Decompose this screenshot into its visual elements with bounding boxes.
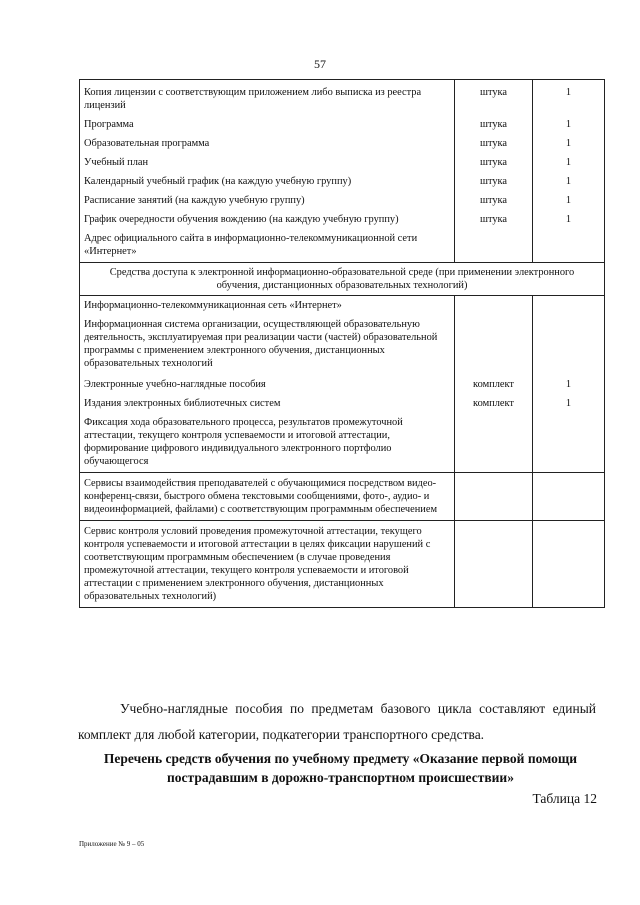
item-quantity: 1 [533, 172, 605, 191]
page-number: 57 [314, 57, 326, 71]
item-quantity: 1 [533, 373, 605, 394]
table-row [80, 521, 605, 608]
item-unit [455, 229, 533, 263]
item-quantity: 1 [533, 115, 605, 134]
section-heading: Перечень средств обучения по учебному предмету «Оказание первой помощи пострадавшим в дорожно-транспортном происшествии» [103, 751, 578, 785]
item-name: Сервис контроля условий проведения промежуточной аттестации, текущего контроля успеваемости и итоговой аттестации в целях фиксации нарушений с соответствующим программным обеспечением (в случае проведения промежуточной аттестации, текущего контроля успеваемости и итоговой аттестации с применением электронного обучения, дистанционных образовательных технологий) [80, 521, 455, 608]
body-paragraph: Учебно-наглядные пособия по предметам базового цикла составляют единый комплект для любой категории, подкатегории транспортного средства. [78, 701, 596, 742]
item-quantity [533, 296, 605, 316]
item-unit [455, 521, 533, 608]
item-quantity: 1 [533, 394, 605, 413]
item-quantity [533, 413, 605, 473]
item-name: График очередности обучения вождению (на каждую учебную группу) [80, 210, 455, 229]
table-row [80, 153, 605, 172]
item-name: Календарный учебный график (на каждую учебную группу) [80, 172, 455, 191]
item-name: Программа [80, 115, 455, 134]
table-row [80, 315, 605, 373]
table-row [80, 191, 605, 210]
table-row [80, 134, 605, 153]
item-name: Электронные учебно-наглядные пособия [80, 373, 455, 394]
table-row [80, 413, 605, 473]
footer-note: Приложение № 9 – 05 [79, 840, 145, 848]
item-name: Информационно-телекоммуникационная сеть «Интернет» [80, 296, 455, 316]
item-name: Сервисы взаимодействия преподавателей с обучающимися посредством видео-конференц-связи, быстрого обмена текстовыми сообщениями, фото-, аудио- и видеоинформацией, файлами) с соответствующим программным обеспечением [80, 473, 455, 521]
item-unit: штука [455, 172, 533, 191]
item-name: Фиксация хода образовательного процесса, результатов промежуточной аттестации, текущего контроля успеваемости и итоговой аттестации, формирование цифрового индивидуального электронного портфолио обучающегося [80, 413, 455, 473]
table-row [80, 229, 605, 263]
item-unit [455, 473, 533, 521]
item-quantity [533, 473, 605, 521]
table-row [80, 473, 605, 521]
item-quantity: 1 [533, 210, 605, 229]
table-row [80, 373, 605, 394]
table-caption: Таблица 12 [532, 791, 597, 806]
item-name: Издания электронных библиотечных систем [80, 394, 455, 413]
table-row [80, 115, 605, 134]
item-unit [455, 413, 533, 473]
item-quantity: 1 [533, 134, 605, 153]
section-header: Средства доступа к электронной информационно-образовательной среде (при применении электронного обучения, дистанционных образовательных технологий) [80, 263, 605, 296]
item-unit: штука [455, 134, 533, 153]
item-name: Образовательная программа [80, 134, 455, 153]
table-row [80, 394, 605, 413]
item-quantity: 1 [533, 191, 605, 210]
item-quantity [533, 521, 605, 608]
section-header-row [80, 263, 605, 296]
item-unit [455, 296, 533, 316]
table-row [80, 172, 605, 191]
item-quantity [533, 315, 605, 373]
table-row [80, 80, 605, 116]
equipment-table [79, 79, 605, 608]
table-row [80, 210, 605, 229]
item-unit: штука [455, 191, 533, 210]
item-unit: комплект [455, 394, 533, 413]
item-unit: штука [455, 115, 533, 134]
item-name: Адрес официального сайта в информационно-телекоммуникационной сети «Интернет» [80, 229, 455, 263]
item-quantity [533, 229, 605, 263]
item-unit: штука [455, 210, 533, 229]
item-name: Учебный план [80, 153, 455, 172]
item-name: Расписание занятий (на каждую учебную группу) [80, 191, 455, 210]
item-quantity: 1 [533, 80, 605, 116]
item-unit [455, 315, 533, 373]
item-quantity: 1 [533, 153, 605, 172]
item-name: Информационная система организации, осуществляющей образовательную деятельность, эксплуатируемая при реализации части (частей) образовательной программы с применением электронного обучения, дистанционных образовательных технологий [80, 315, 455, 373]
table-body [80, 80, 605, 608]
item-name: Копия лицензии с соответствующим приложением либо выписка из реестра лицензий [80, 80, 455, 116]
table-row [80, 296, 605, 316]
item-unit: штука [455, 80, 533, 116]
item-unit: комплект [455, 373, 533, 394]
item-unit: штука [455, 153, 533, 172]
